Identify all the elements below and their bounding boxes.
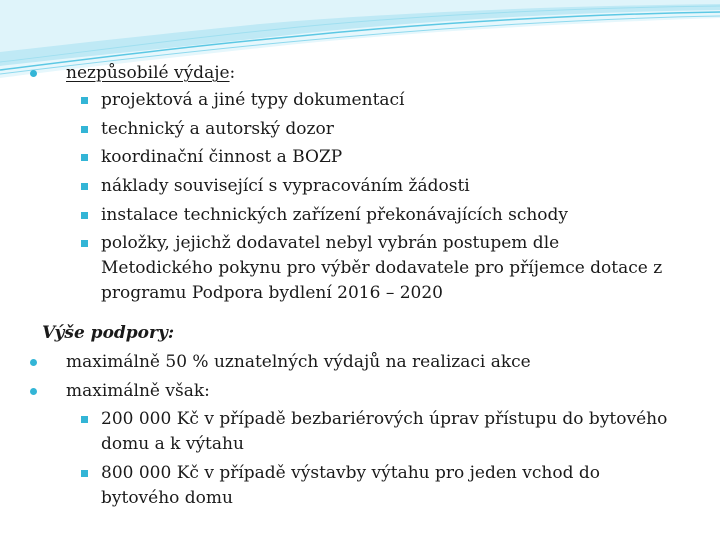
- section1-item: náklady související s vypracováním žádosti: [101, 176, 470, 196]
- section1-item: technický a autorský dozor: [101, 119, 334, 139]
- section1-title-line: [66, 62, 235, 84]
- square-bullet-icon: [81, 416, 88, 423]
- support-sub-item-continuation: domu a k výtahu: [101, 434, 244, 454]
- bullet-dot-icon: [30, 70, 37, 77]
- square-bullet-icon: [81, 97, 88, 104]
- square-bullet-icon: [81, 212, 88, 219]
- section1-item-continuation: programu Podpora bydlení 2016 – 2020: [101, 283, 444, 303]
- support-bullet: maximálně 50 % uznatelných výdajů na realizaci akce: [66, 352, 531, 372]
- square-bullet-icon: [81, 154, 88, 161]
- section1-item: položky, jejichž dodavatel nebyl vybrán postupem dle: [101, 233, 560, 253]
- section1-item: koordinační činnost a BOZP: [101, 147, 343, 167]
- support-heading: Výše podpory:: [42, 323, 175, 343]
- square-bullet-icon: [81, 470, 88, 477]
- support-sub-item: 800 000 Kč v případě výstavby výtahu pro jeden vchod do: [101, 463, 601, 483]
- section1-title: nezpůsobilé výdaje: [66, 63, 230, 83]
- bullet-dot-icon: [30, 359, 37, 366]
- section1-item: instalace technických zařízení překonávajících schody: [101, 205, 569, 225]
- bullet-dot-icon: [30, 388, 37, 395]
- square-bullet-icon: [81, 126, 88, 133]
- section1-item-continuation: Metodického pokynu pro výběr dodavatele pro příjemce dotace z: [101, 258, 663, 278]
- section1-item: projektová a jiné typy dokumentací: [101, 90, 405, 110]
- support-sub-item: 200 000 Kč v případě bezbariérových úprav přístupu do bytového: [101, 409, 668, 429]
- section1-title-colon: :: [229, 63, 236, 83]
- square-bullet-icon: [81, 183, 88, 190]
- support-bullet: maximálně však:: [66, 381, 210, 401]
- support-sub-item-continuation: bytového domu: [101, 488, 233, 508]
- square-bullet-icon: [81, 240, 88, 247]
